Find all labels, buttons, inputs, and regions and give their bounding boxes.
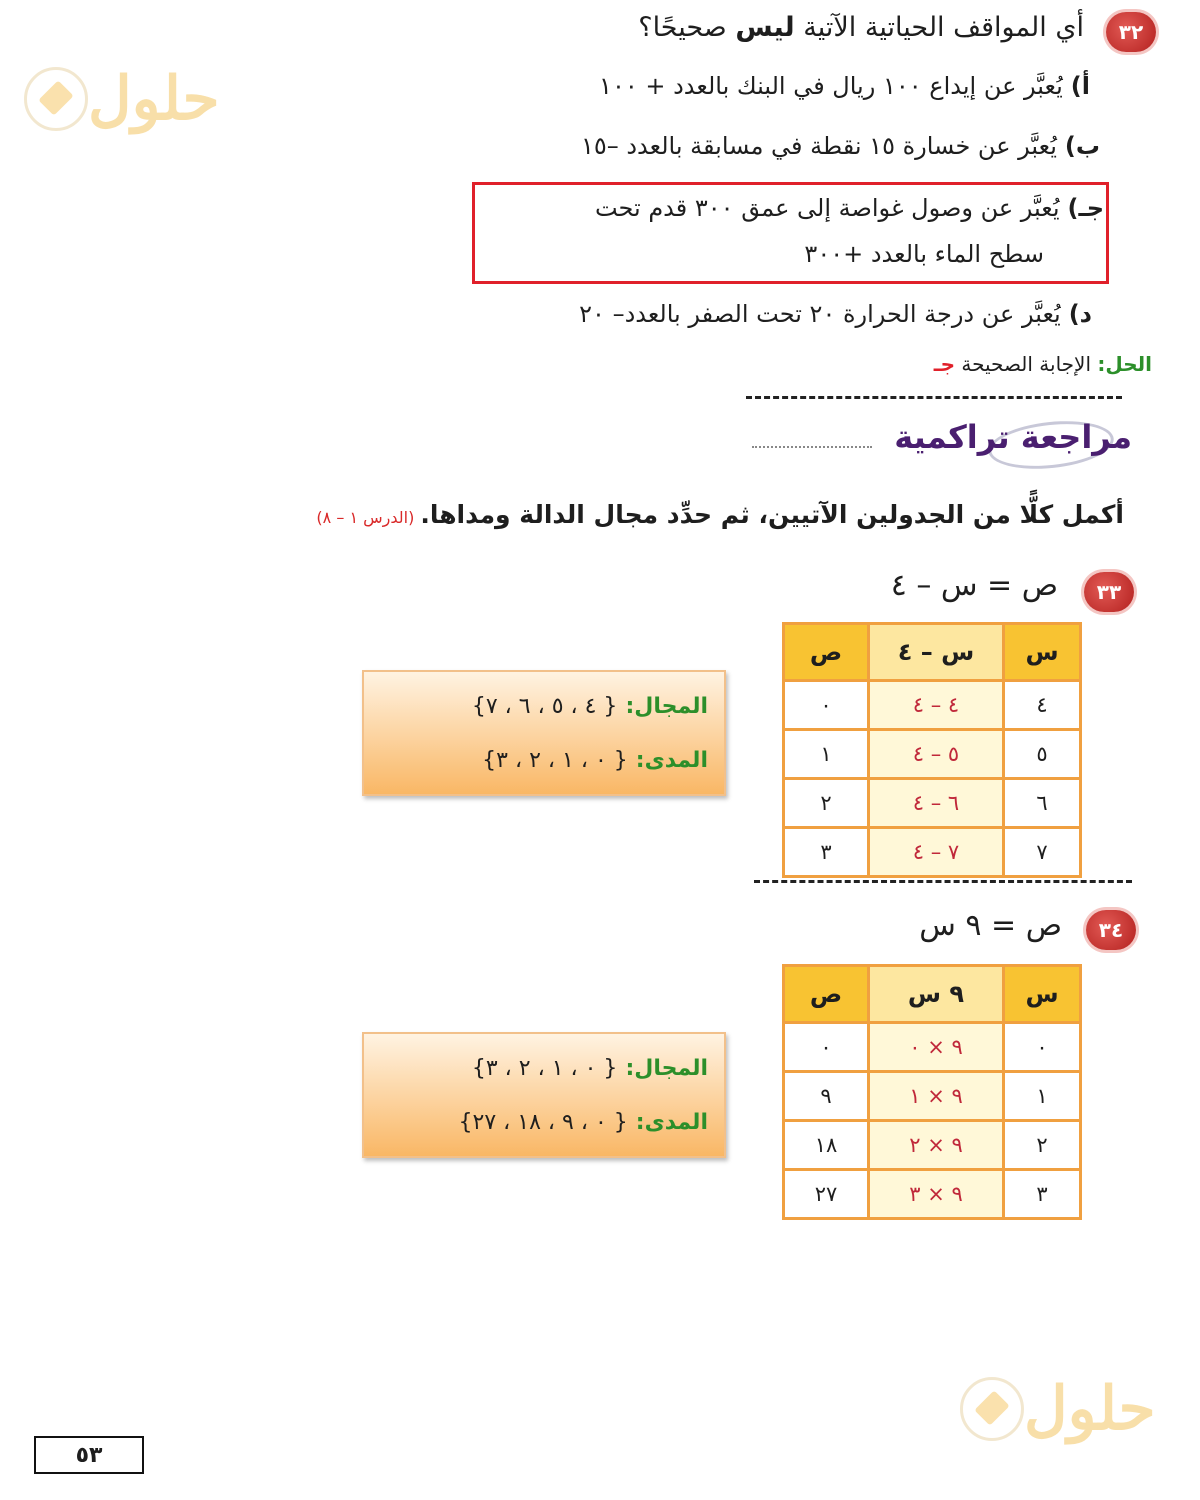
lesson-reference: (الدرس ١ – ٨) — [316, 508, 415, 527]
domain-range-box-33 — [362, 670, 726, 796]
watermark-logo — [24, 64, 226, 134]
domain-range-box-34 — [362, 1032, 726, 1158]
cell-expression: ٩ × ١ — [869, 1072, 1004, 1121]
range-row — [482, 748, 708, 773]
option-text: يُعبَّر عن درجة الحرارة ٢٠ تحت الصفر بالعدد– ٢٠ — [579, 300, 1061, 328]
cell-y: ٩ — [784, 1072, 869, 1121]
range-value: { ٠ ، ١ ، ٢ ، ٣} — [482, 748, 628, 773]
question-32-text — [638, 12, 1084, 43]
table-row — [784, 828, 1081, 877]
option-label: ب) — [1064, 132, 1100, 160]
solution-answer: جـ — [933, 352, 955, 376]
watermark-text: حلول — [88, 64, 220, 134]
option-label: جـ) — [1067, 194, 1104, 222]
question-text-start: أي المواقف الحياتية الآتية — [803, 12, 1084, 43]
dashed-divider — [754, 880, 1132, 883]
watermark-text: حلول — [1024, 1374, 1156, 1444]
option-a — [599, 72, 1090, 100]
cell-x: ١ — [1004, 1072, 1081, 1121]
table-row — [784, 1170, 1081, 1219]
solution-label: الحل: — [1097, 352, 1152, 376]
range-label: المدى: — [635, 748, 708, 773]
option-label: د) — [1068, 300, 1092, 328]
page-number: ٥٣ — [34, 1436, 144, 1474]
review-instruction — [316, 500, 1124, 529]
question-text-bold: ليس — [735, 12, 795, 43]
table-row — [784, 730, 1081, 779]
review-title: مراجعة تراكمية — [894, 418, 1132, 456]
cell-x: ٣ — [1004, 1170, 1081, 1219]
cell-expression: ٩ × ٣ — [869, 1170, 1004, 1219]
function-equation: ص = س – ٤ — [890, 568, 1058, 603]
cell-x: ٢ — [1004, 1121, 1081, 1170]
question-number-badge: ٣٣ — [1084, 572, 1134, 612]
cell-expression: ٥ – ٤ — [869, 730, 1004, 779]
table-header-row — [784, 624, 1081, 681]
cell-y: ٠ — [784, 681, 869, 730]
instruction-text: أكمل كلًّا من الجدولين الآتيين، ثم حدِّد مجال الدالة ومداها. — [420, 500, 1124, 529]
function-table-33 — [782, 622, 1082, 878]
option-label: أ) — [1070, 72, 1090, 100]
domain-value: { ٠ ، ١ ، ٢ ، ٣} — [471, 1056, 618, 1081]
option-text: يُعبَّر عن وصول غواصة إلى عمق ٣٠٠ قدم تحت — [594, 194, 1060, 222]
cell-x: ٤ — [1004, 681, 1081, 730]
watermark-logo-bottom — [960, 1374, 1162, 1444]
cell-expression: ٧ – ٤ — [869, 828, 1004, 877]
table-row — [784, 1023, 1081, 1072]
function-table-34 — [782, 964, 1082, 1220]
range-value: { ٠ ، ٩ ، ١٨ ، ٢٧} — [458, 1110, 628, 1135]
table-row — [784, 1121, 1081, 1170]
cell-x: ٥ — [1004, 730, 1081, 779]
table-header-row — [784, 966, 1081, 1023]
dashed-divider — [746, 396, 1122, 399]
option-c — [595, 194, 1104, 222]
cell-y: ٠ — [784, 1023, 869, 1072]
question-text-end: صحيحًا؟ — [638, 12, 727, 43]
cell-x: ٠ — [1004, 1023, 1081, 1072]
table-row — [784, 779, 1081, 828]
watermark-book-icon — [960, 1377, 1024, 1441]
range-label: المدى: — [635, 1110, 708, 1135]
domain-label: المجال: — [625, 1056, 708, 1081]
table-row — [784, 1072, 1081, 1121]
header-expression: ٩ س — [869, 966, 1004, 1023]
option-text: يُعبَّر عن إيداع ١٠٠ ريال في البنك بالعدد + ١٠٠ — [599, 72, 1063, 100]
cell-expression: ٩ × ٢ — [869, 1121, 1004, 1170]
cell-y: ٢ — [784, 779, 869, 828]
solution-line — [934, 352, 1152, 376]
cell-expression: ٩ × ٠ — [869, 1023, 1004, 1072]
range-row — [459, 1110, 708, 1135]
option-d — [579, 300, 1092, 328]
domain-row — [472, 694, 708, 719]
cell-x: ٧ — [1004, 828, 1081, 877]
cell-y: ١٨ — [784, 1121, 869, 1170]
domain-value: { ٤ ، ٥ ، ٦ ، ٧} — [471, 694, 618, 719]
cell-x: ٦ — [1004, 779, 1081, 828]
header-x: س — [1004, 966, 1081, 1023]
cell-y: ٢٧ — [784, 1170, 869, 1219]
solution-text: الإجابة الصحيحة — [961, 352, 1091, 376]
question-number-badge: ٣٤ — [1086, 910, 1136, 950]
header-x: س — [1004, 624, 1081, 681]
header-y: ص — [784, 624, 869, 681]
question-number-badge: ٣٢ — [1106, 12, 1156, 52]
function-equation: ص = ٩ س — [919, 908, 1062, 943]
watermark-book-icon — [24, 67, 88, 131]
domain-row — [472, 1056, 708, 1081]
review-dotted-line — [752, 446, 872, 448]
option-c-line2: سطح الماء بالعدد +٣٠٠ — [804, 240, 1044, 268]
domain-label: المجال: — [625, 694, 708, 719]
option-text: يُعبَّر عن خسارة ١٥ نقطة في مسابقة بالعدد –١٥ — [580, 132, 1057, 160]
table-row — [784, 681, 1081, 730]
cell-y: ٣ — [784, 828, 869, 877]
cell-expression: ٦ – ٤ — [869, 779, 1004, 828]
cell-expression: ٤ – ٤ — [869, 681, 1004, 730]
header-y: ص — [784, 966, 869, 1023]
option-b — [581, 132, 1100, 160]
cell-y: ١ — [784, 730, 869, 779]
header-expression: س – ٤ — [869, 624, 1004, 681]
